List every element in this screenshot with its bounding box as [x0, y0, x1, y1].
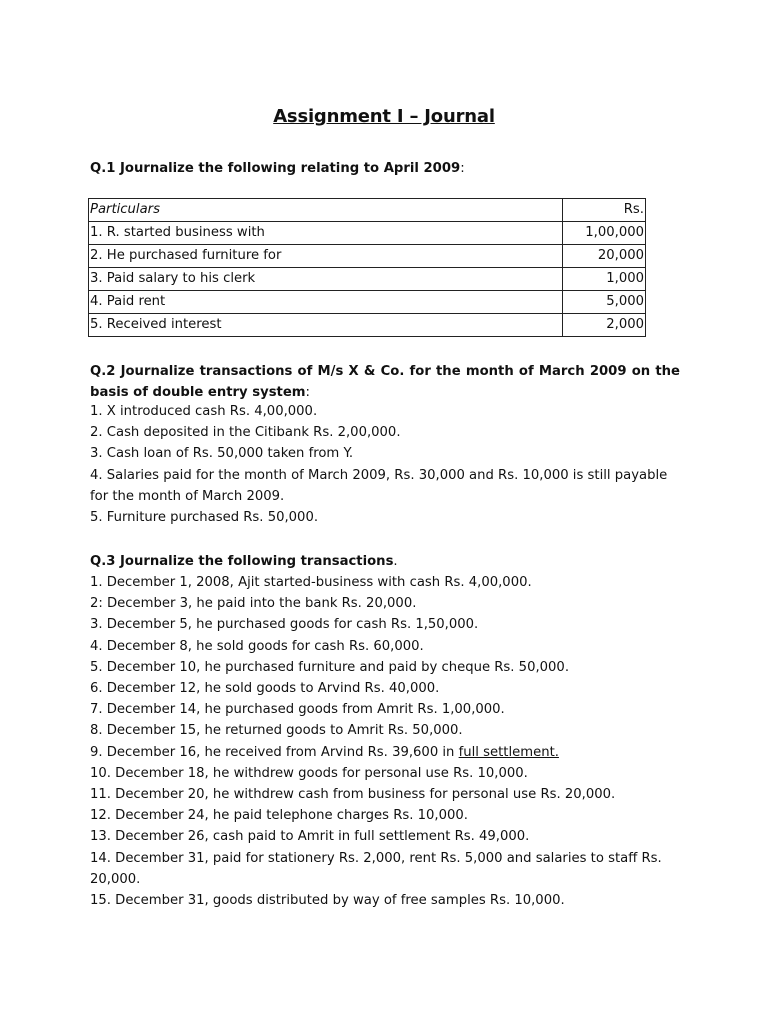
q1-heading: [90, 158, 680, 179]
table-header-row: [89, 199, 646, 222]
table-row: [89, 268, 646, 291]
table-row: [89, 222, 646, 245]
row-amount: 1,00,000: [563, 222, 646, 245]
list-item: 4. Salaries paid for the month of March 2009, Rs. 30,000 and Rs. 10,000 is still payable for the month of March 2009.: [90, 467, 668, 504]
list-item: 4. December 8, he sold goods for cash Rs. 60,000.: [90, 638, 424, 654]
q3-heading: [90, 551, 680, 572]
list-item: 5. Furniture purchased Rs. 50,000.: [90, 510, 319, 526]
list-item: 1. X introduced cash Rs. 4,00,000.: [90, 404, 318, 419]
list-item: [90, 742, 690, 763]
q1-heading-text: Q.1 Journalize the following relating to April 2009: [90, 161, 461, 176]
list-item: 3. Cash loan of Rs. 50,000 taken from Y.: [90, 446, 354, 462]
q1-heading-colon: :: [460, 161, 465, 176]
q2-heading-text: Q.2 Journalize transactions of M/s X & Co. for the month of March 2009 on the basis of double entry system: [90, 364, 680, 400]
table-row: [89, 245, 646, 268]
row-particulars: 5. Received interest: [89, 314, 563, 337]
q3-heading-text: Q.3 Journalize the following transactions: [90, 554, 394, 569]
q2-list: [90, 401, 690, 528]
list-item: 15. December 31, goods distributed by way of free samples Rs. 10,000.: [90, 893, 565, 909]
header-amount: Rs.: [563, 199, 646, 222]
list-item: 2. Cash deposited in the Citibank Rs. 2,00,000.: [90, 425, 401, 441]
q3-list: [90, 572, 690, 911]
table-row: [89, 291, 646, 314]
list-item: 7. December 14, he purchased goods from Amrit Rs. 1,00,000.: [90, 702, 505, 718]
row-amount: 20,000: [563, 245, 646, 268]
row-amount: 5,000: [563, 291, 646, 314]
list-item: 13. December 26, cash paid to Amrit in full settlement Rs. 49,000.: [90, 829, 530, 845]
list-item: 1. December 1, 2008, Ajit started-business with cash Rs. 4,00,000.: [90, 575, 532, 590]
list-item: 11. December 20, he withdrew cash from business for personal use Rs. 20,000.: [90, 787, 616, 803]
list-item: 12. December 24, he paid telephone charges Rs. 10,000.: [90, 808, 468, 824]
q2-heading-colon: :: [305, 385, 310, 400]
list-item: 8. December 15, he returned goods to Amrit Rs. 50,000.: [90, 723, 463, 739]
row-amount: 1,000: [563, 268, 646, 291]
list-item: 3. December 5, he purchased goods for cash Rs. 1,50,000.: [90, 617, 479, 633]
table-row: [89, 314, 646, 337]
q1-table: [88, 198, 646, 337]
q2-heading: [90, 361, 680, 403]
row-amount: 2,000: [563, 314, 646, 337]
underlined-text: full settlement.: [458, 744, 559, 760]
q3-heading-colon: .: [393, 554, 398, 569]
row-particulars: 2. He purchased furniture for: [89, 245, 563, 268]
row-particulars: 3. Paid salary to his clerk: [89, 268, 563, 291]
header-particulars: Particulars: [89, 199, 563, 222]
list-item: 6. December 12, he sold goods to Arvind Rs. 40,000.: [90, 681, 440, 697]
list-item: 2: December 3, he paid into the bank Rs. 20,000.: [90, 596, 417, 612]
page-title: Assignment I – Journal: [273, 106, 495, 127]
list-item: 14. December 31, paid for stationery Rs. 2,000, rent Rs. 5,000 and salaries to staff Rs. 20,000.: [90, 850, 662, 887]
list-item-text: 9. December 16, he received from Arvind Rs. 39,600 in: [90, 744, 459, 760]
row-particulars: 1. R. started business with: [89, 222, 563, 245]
list-item: 10. December 18, he withdrew goods for personal use Rs. 10,000.: [90, 765, 528, 781]
row-particulars: 4. Paid rent: [89, 291, 563, 314]
list-item: 5. December 10, he purchased furniture and paid by cheque Rs. 50,000.: [90, 659, 570, 675]
